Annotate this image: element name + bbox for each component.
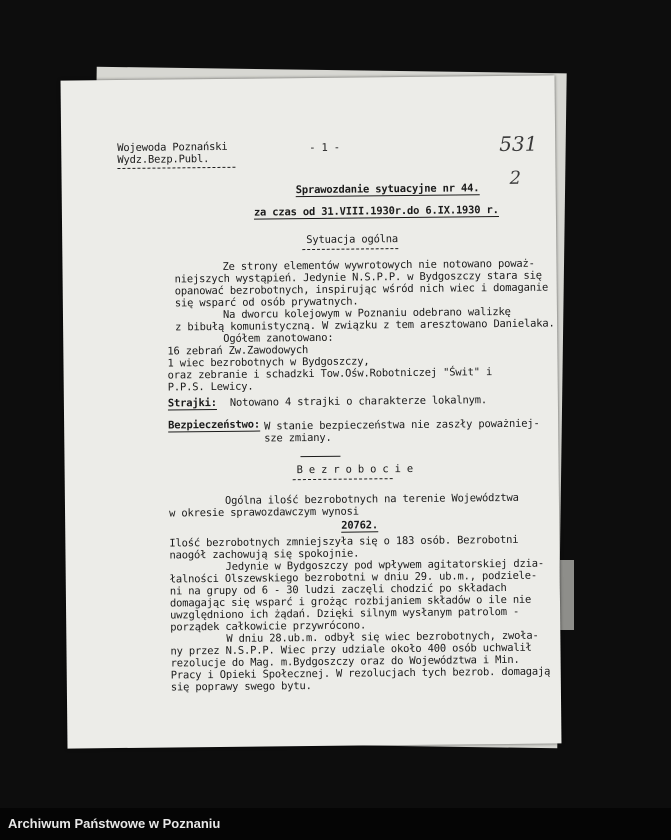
text-line: Ilość bezrobotnych zmniejszyła się o 183 osób. Bezrobotni: [169, 533, 519, 550]
text-line: Ogółem zanotowano:: [223, 331, 334, 345]
strikes-label: Strajki:: [167, 396, 217, 410]
text-line: Jedynie w Bydgoszczy pod wpływem agitatorskiej dzia-: [225, 557, 544, 573]
heading-underline: [302, 248, 398, 250]
text-line: ny przez N.S.P.P. Wiec przy udziale około 400 osób uchwalił: [170, 641, 532, 658]
report-title: Sprawozdanie sytuacyjne nr 44.: [295, 182, 480, 197]
archive-footer: [0, 808, 671, 840]
document-page: [61, 75, 562, 748]
strikes-text: Notowano 4 strajki o charakterze lokalnym.: [229, 394, 488, 409]
sheet-tab: [560, 560, 574, 630]
text-line: Na dworcu kolejowym w Poznaniu odebrano walizkę: [222, 305, 511, 321]
text-line: ni na grupy od 6 - 30 ludzi zaczęli chodzić po składach: [169, 581, 507, 598]
text-line: oraz zebranie i schadzki Tow.Ośw.Robotniczej "Świt" i: [167, 366, 493, 382]
text-line: łalności Olszewskiego bezrobotni w dniu 29. ub.m., podziele-: [169, 569, 538, 586]
text-line: się wsparć od osób prywatnych.: [174, 295, 359, 310]
page-number: - 1 -: [309, 141, 340, 155]
text-line: opanować bezrobotnych, inspirując wśród nich wiec i domaganie: [174, 281, 549, 298]
security-label: Bezpieczeństwo:: [168, 418, 261, 432]
security-text: W stanie bezpieczeństwa nie zaszły poważniej-: [264, 417, 540, 433]
heading-underline: [293, 478, 393, 480]
archive-credit: Archiwum Państwowe w Poznaniu: [8, 816, 221, 831]
text-line: uwzględniono ich żądań. Dzięki silnym wysłanym patrolom -: [170, 605, 520, 622]
section-heading-general: Sytuacja ogólna: [306, 233, 399, 247]
text-line: P.P.S. Lewicy.: [167, 380, 254, 394]
text-line: porządek całkowicie przywrócono.: [170, 619, 367, 634]
text-line: Ze strony elementów wywrotowych nie notowano poważ-: [222, 257, 535, 273]
text-line: z bibułą komunistyczną. W związku z tem aresztowano Danielaka.: [175, 317, 555, 334]
text-line: 1 wiec bezrobotnych w Bydgoszczy,: [167, 355, 370, 370]
text-line: W dniu 28.ub.m. odbył się wiec bezrobotnych, zwoła-: [226, 629, 539, 645]
section-heading-unemployment: B e z r o b o c i e: [296, 462, 413, 477]
org-line-2: Wydz.Bezp.Publ.: [117, 153, 210, 167]
text-line: naogół zachowują się spokojnie.: [169, 547, 360, 562]
handwritten-number-2: 2: [509, 167, 522, 189]
text-line: niejszych wystąpień. Jedynie N.S.P.P. w Bydgoszczy stara się: [174, 269, 542, 286]
text-line: rezolucje do Mag. m.Bydgoszczy oraz do Województwa i Min.: [170, 653, 520, 670]
text-line: Pracy i Opieki Społecznej. W rezolucjach tych bezrob. domagają: [170, 665, 551, 682]
text-line: domagając się wsparć i grożąc rozbijaniem składów o ile nie: [169, 593, 532, 610]
security-text: sze zmiany.: [264, 431, 332, 445]
section-separator: [300, 456, 340, 457]
handwritten-number: 531: [499, 131, 538, 157]
org-divider: [117, 167, 235, 169]
text-line: w okresie sprawozdawczym wynosi: [168, 505, 359, 520]
text-line: Ogólna ilość bezrobotnych na terenie Województwa: [224, 491, 519, 507]
unemployed-total: 20762.: [341, 519, 378, 532]
text-line: 16 zebrań Zw.Zawodowych: [167, 344, 309, 358]
org-line-1: Wojewoda Poznański: [117, 140, 228, 155]
report-period: za czas od 31.VIII.1930r.do 6.IX.1930 r.: [253, 204, 499, 219]
text-line: się poprawy swego bytu.: [170, 680, 312, 694]
